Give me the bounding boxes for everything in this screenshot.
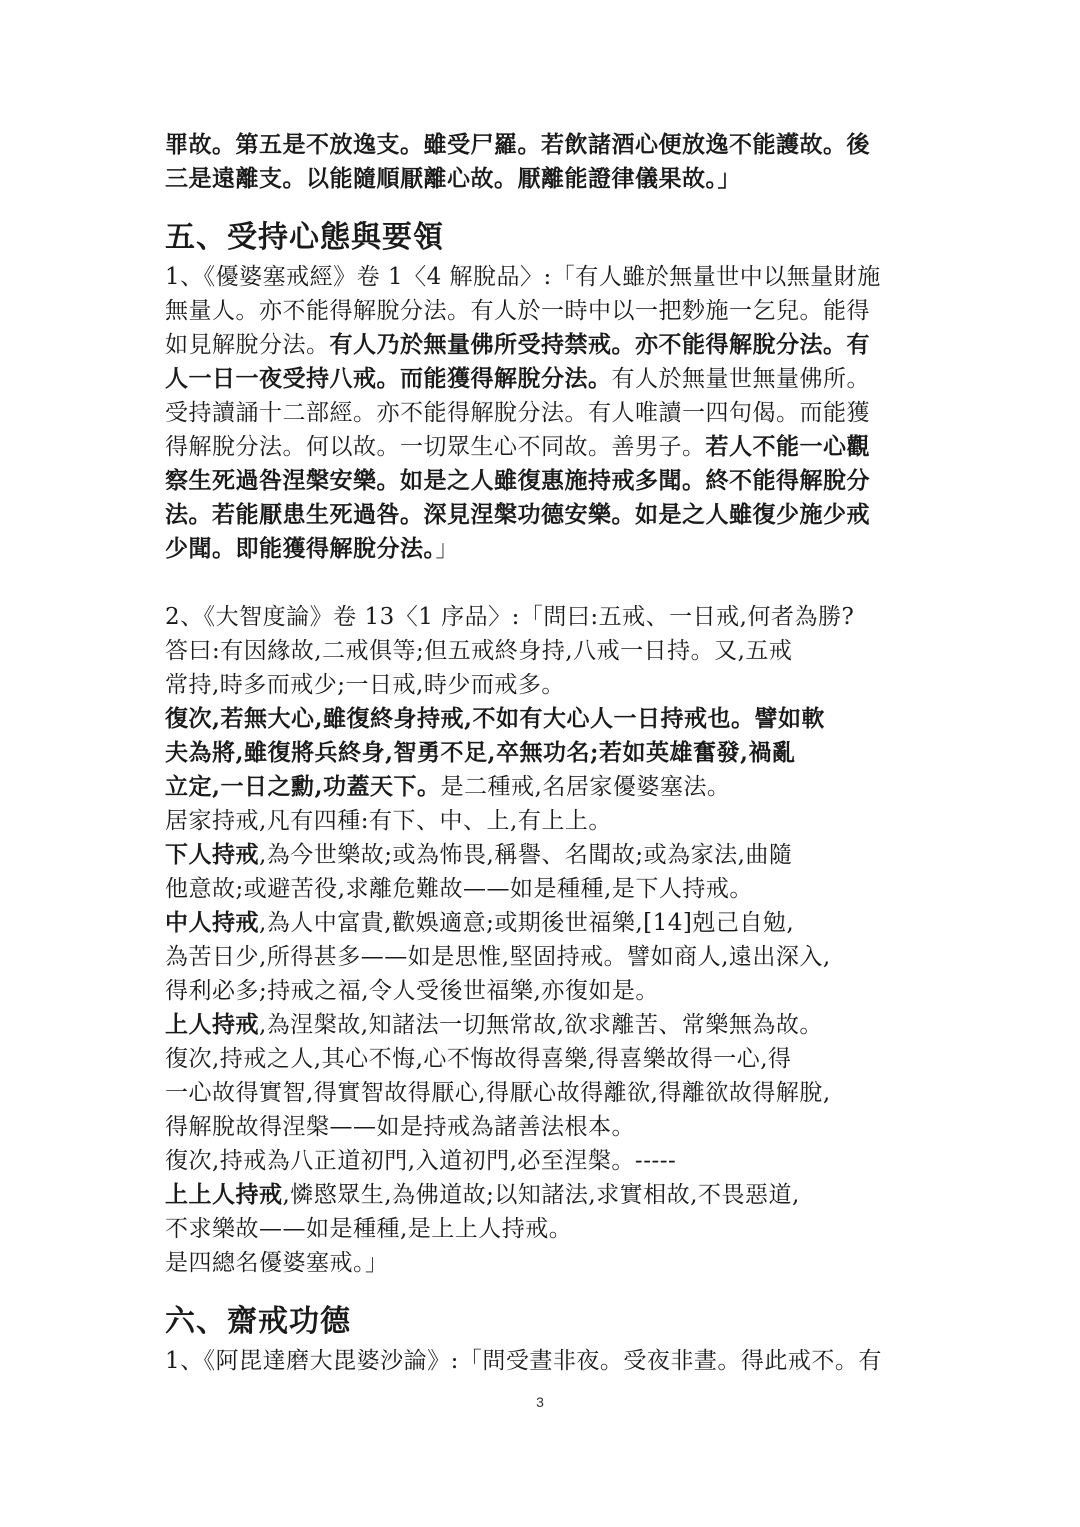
plain-text: 如見解脫分法。: [165, 332, 330, 358]
section-heading-6: 六、齋戒功德: [165, 1304, 351, 1339]
text-line: 他意故;或避苦役,求離危難故——如是種種,是下人持戒。: [165, 876, 753, 902]
bold-text: 上上人持戒: [165, 1181, 283, 1208]
text-line: 2、《大智度論》卷 13〈1 序品〉:「問曰:五戒、一日戒,何者為勝?: [165, 604, 855, 630]
plain-text: ,為人中富貴,歡娛適意;或期後世福樂,[14]剋己自勉,: [259, 910, 795, 936]
plain-text: 是二種戒,名居家優婆塞法。: [440, 774, 731, 800]
text-line: 無量人。亦不能得解脫分法。有人於一時中以一把麨施一乞兒。能得: [165, 298, 870, 324]
text-line: [165, 430, 925, 464]
text-line: [165, 838, 925, 872]
paragraph-upasaka-sutra: [165, 260, 925, 566]
bold-text: 立定,一日之勳,功蓋天下。: [165, 773, 441, 800]
page-number: 3: [536, 1394, 544, 1410]
text-line: [165, 770, 925, 804]
text-line: 答曰:有因緣故,二戒俱等;但五戒終身持,八戒一日持。又,五戒: [165, 638, 793, 664]
text-line: [165, 328, 925, 362]
text-line: 為苦日少,所得甚多——如是思惟,堅固持戒。譬如商人,遠出深入,: [165, 944, 831, 970]
text-line: 法。若能厭患生死過咎。深見涅槃功德安樂。如是之人雖復少施少戒: [165, 501, 870, 528]
text-line: [165, 1008, 925, 1042]
text-line: 常持,時多而戒少;一日戒,時少而戒多。: [165, 672, 565, 698]
paragraph-mahaprajnaparamita: [165, 600, 925, 1280]
bold-text: 上人持戒: [165, 1011, 259, 1038]
bold-text: 人一日一夜受持八戒。而能獲得解脫分法。: [165, 365, 612, 392]
bold-text: 若人不能一心觀: [705, 433, 870, 460]
bold-text: 三是遠離支。以能隨順厭離心故。厭離能證律儀果故。」: [165, 165, 741, 192]
text-line: 得解脫故得涅槃——如是持戒為諸善法根本。: [165, 1114, 635, 1140]
text-line: 受持讀誦十二部經。亦不能得解脫分法。有人唯讀一四句偈。而能獲: [165, 400, 870, 426]
text-line: 不求樂故——如是種種,是上上人持戒。: [165, 1216, 573, 1242]
paragraph-gap: [165, 566, 925, 600]
paragraph-vibhasa: [165, 1344, 925, 1378]
text-line: 察生死過咎涅槃安樂。如是之人雖復惠施持戒多聞。終不能得解脫分: [165, 467, 870, 494]
bold-text: 中人持戒: [165, 909, 259, 936]
text-line: 1、《阿毘達磨大毘婆沙論》:「問受晝非夜。受夜非晝。得此戒不。有: [165, 1348, 882, 1374]
bold-text: 少聞。即能獲得解脫分法。: [165, 535, 436, 562]
plain-text: ,為今世樂故;或為怖畏,稱譽、名聞故;或為家法,曲隨: [259, 842, 793, 868]
text-line: [165, 362, 925, 396]
text-line: [165, 1178, 925, 1212]
text-line: 復次,持戒為八正道初門,入道初門,必至涅槃。-----: [165, 1148, 677, 1174]
text-line: [165, 532, 925, 566]
text-line: 是四總名優婆塞戒。」: [165, 1250, 389, 1276]
plain-text: ,為涅槃故,知諸法一切無常故,欲求離苦、常樂無為故。: [259, 1012, 823, 1038]
plain-text: ,憐愍眾生,為佛道故;以知諸法,求實相故,不畏惡道,: [282, 1182, 800, 1208]
plain-text: 有人於無量世無量佛所。: [611, 366, 870, 392]
text-line: 復次,持戒之人,其心不悔,心不悔故得喜樂,得喜樂故得一心,得: [165, 1046, 792, 1072]
text-line: 一心故得實智,得實智故得厭心,得厭心故得離欲,得離欲故得解脫,: [165, 1080, 831, 1106]
continuation-paragraph: [165, 128, 925, 196]
bold-text: 下人持戒: [165, 841, 259, 868]
text-line: [165, 162, 925, 196]
page-content: [165, 128, 925, 1378]
text-line: 罪故。第五是不放逸支。雖受尸羅。若飲諸酒心便放逸不能護故。後: [165, 131, 870, 158]
text-line: 得利必多;持戒之福,令人受後世福樂,亦復如是。: [165, 978, 659, 1004]
text-line: 復次,若無大心,雖復終身持戒,不如有大心人一日持戒也。譬如軟: [165, 705, 826, 732]
text-line: [165, 906, 925, 940]
section-heading-5: 五、受持心態與要領: [165, 220, 444, 255]
text-line: 居家持戒,凡有四種:有下、中、上,有上上。: [165, 808, 612, 834]
plain-text: 得解脫分法。何以故。一切眾生心不同故。善男子。: [165, 434, 706, 460]
bold-text: 有人乃於無量佛所受持禁戒。亦不能得解脫分法。有: [329, 331, 870, 358]
text-line: 1、《優婆塞戒經》卷 1〈4 解脫品〉:「有人雖於無量世中以無量財施: [165, 264, 881, 290]
text-line: 夫為將,雖復將兵終身,智勇不足,卒無功名;若如英雄奮發,禍亂: [165, 739, 796, 766]
plain-text: 」: [435, 536, 459, 562]
